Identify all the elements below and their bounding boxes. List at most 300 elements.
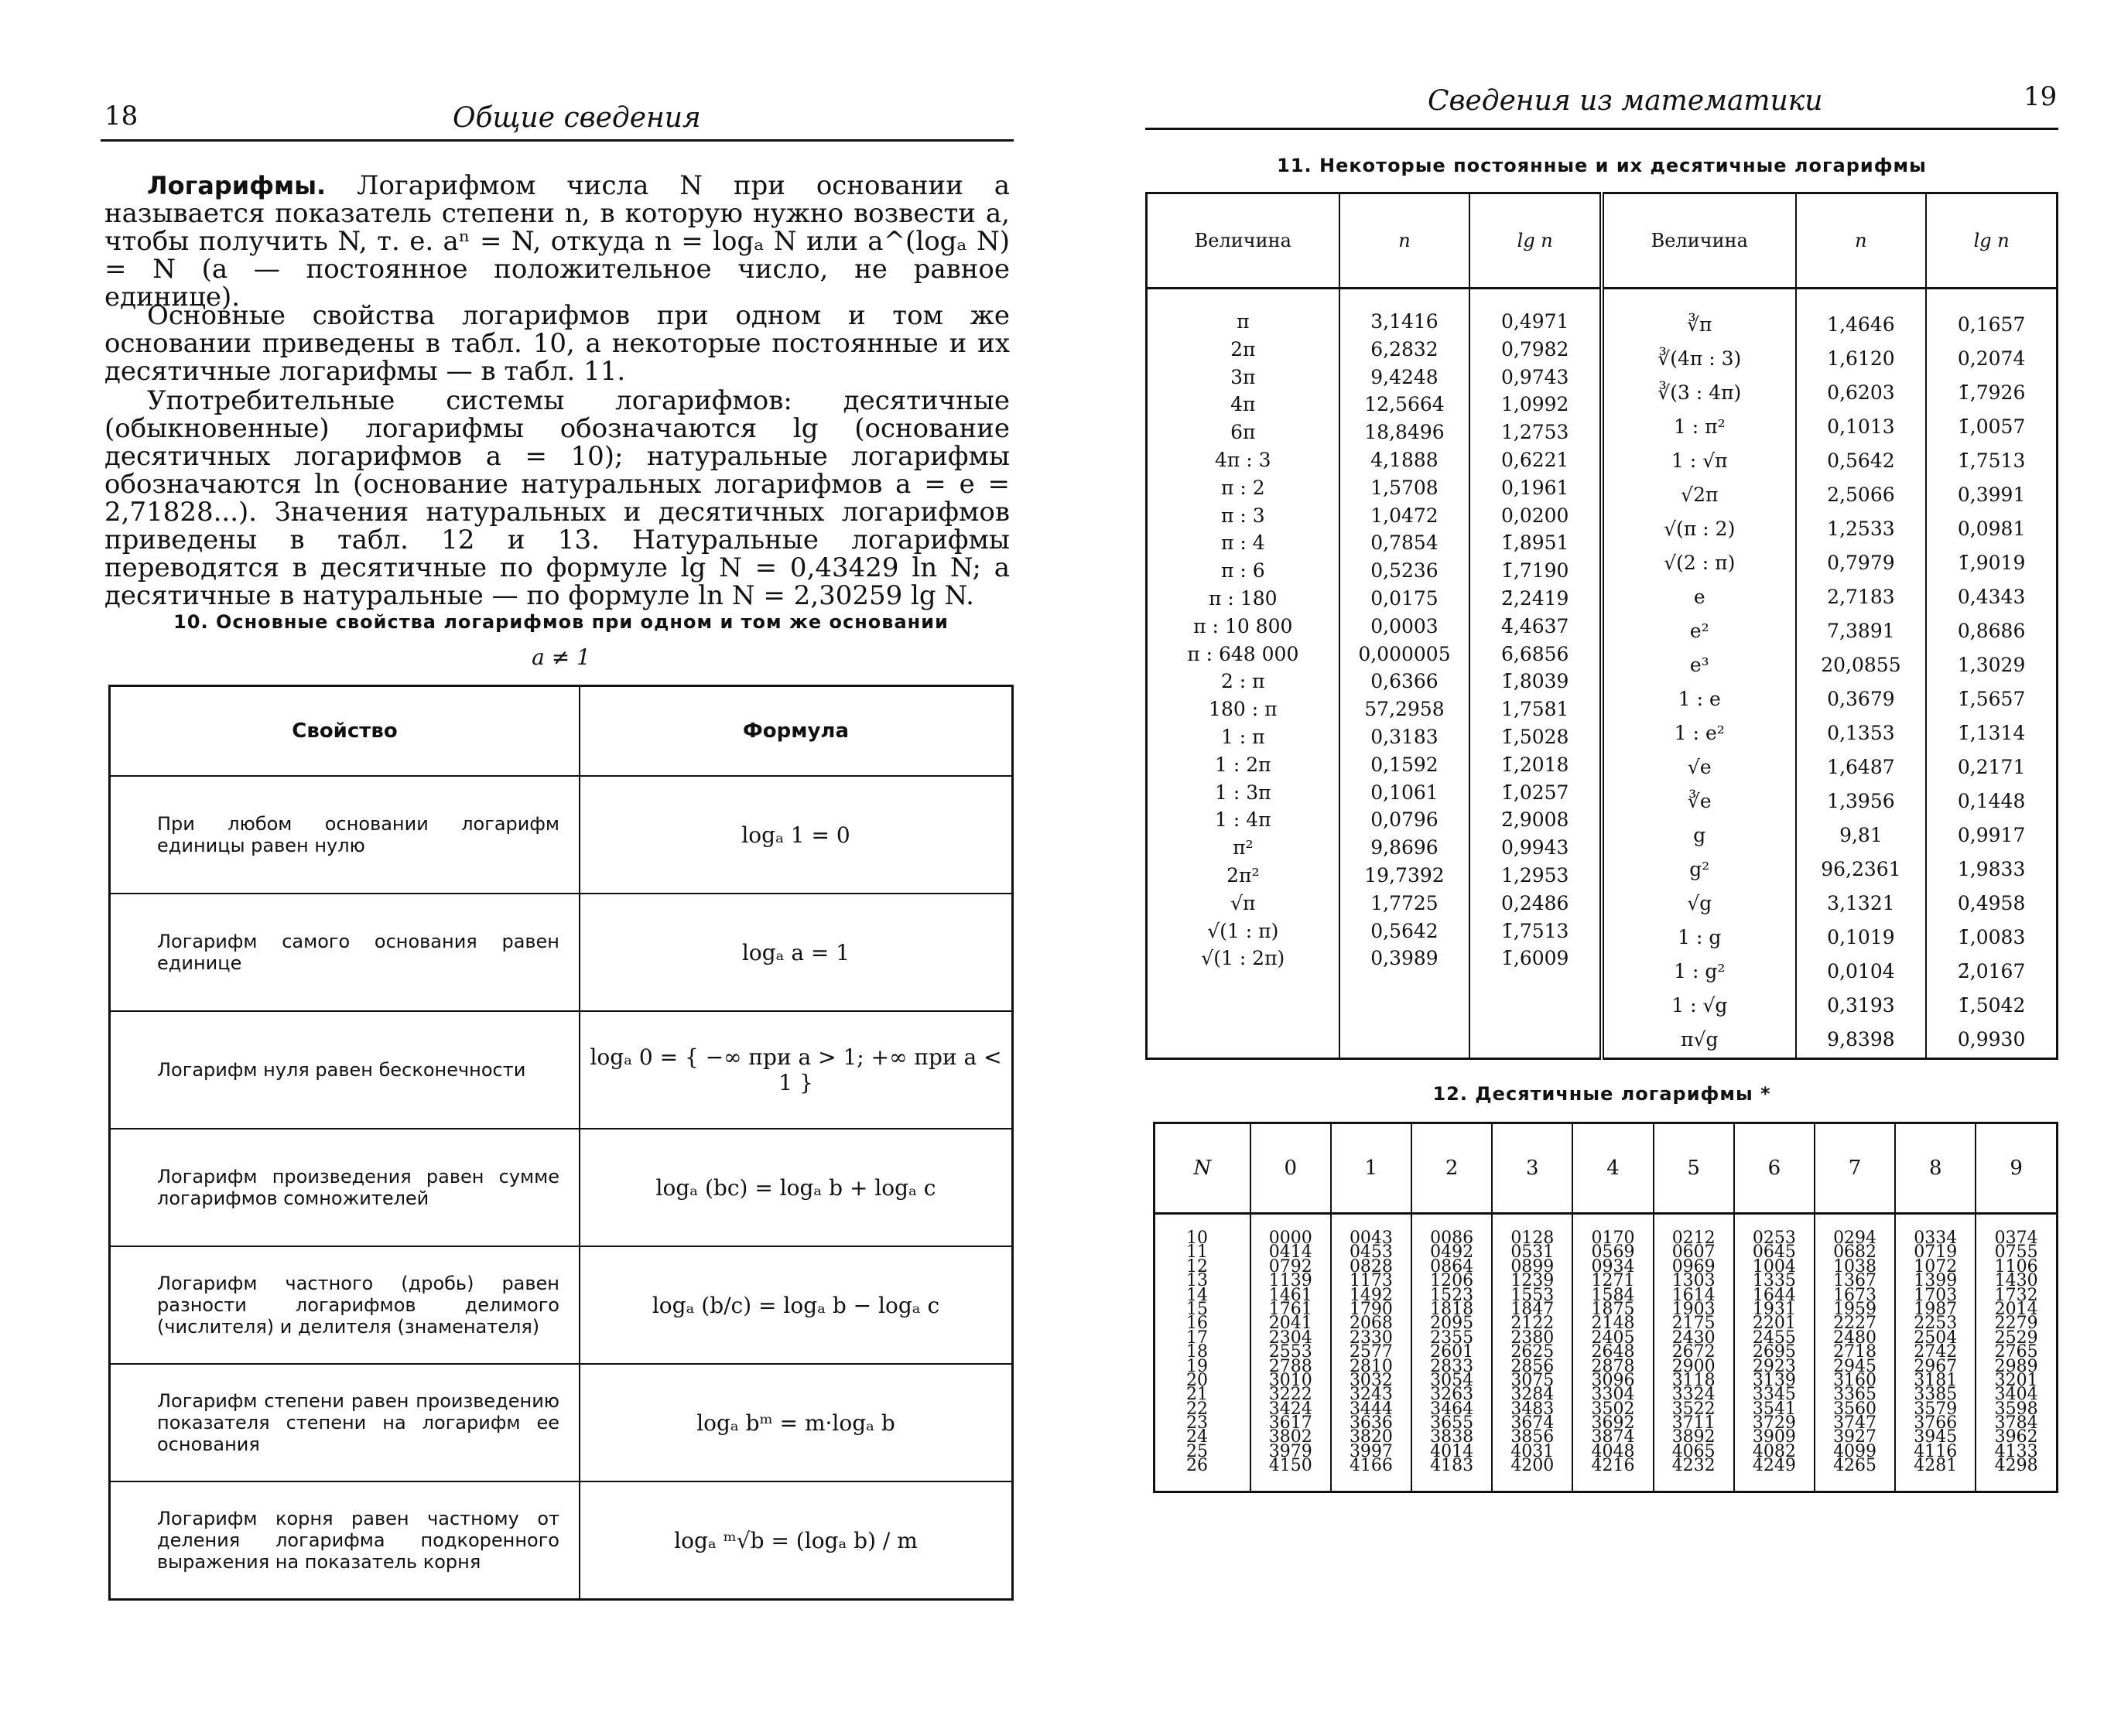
table-cell: 3636 — [1349, 1413, 1393, 1434]
table-cell: 4281 — [1914, 1456, 1958, 1476]
paragraph-logarithms-definition — [104, 172, 1010, 311]
table-cell: 1̄,5657 — [1957, 688, 2026, 710]
table-cell: 1038 — [1833, 1256, 1877, 1276]
table-cell: 1875 — [1591, 1299, 1635, 1319]
table-cell: 1 : 4π — [1215, 808, 1271, 832]
table-cell: 3838 — [1430, 1427, 1474, 1447]
table-cell: 3711 — [1671, 1413, 1716, 1434]
table-cell: 1̄,1314 — [1957, 722, 2026, 744]
table-cell: 4200 — [1510, 1456, 1555, 1476]
column-header-lg-n: lg n — [1469, 193, 1602, 289]
table-cell: 7,3891 — [1827, 620, 1895, 642]
table-cell: 0531 — [1510, 1242, 1555, 1263]
column-header: 5 — [1654, 1123, 1734, 1214]
table-cell: 0,9743 — [1500, 365, 1569, 388]
table-cell: g² — [1689, 858, 1710, 880]
table-cell: 1399 — [1914, 1271, 1958, 1291]
table-cell: 0755 — [1994, 1242, 2038, 1263]
table-cell: 0,0200 — [1500, 504, 1569, 527]
table-cell: 0,6366 — [1370, 670, 1439, 693]
table-cell: 2 : π — [1220, 670, 1265, 693]
table-cell: 3927 — [1833, 1427, 1877, 1447]
column-header: 7 — [1815, 1123, 1895, 1214]
table-cell: 0,1592 — [1370, 753, 1439, 776]
table-cell: 2,5066 — [1827, 484, 1895, 506]
table-cell: ∛(4π : 3) — [1657, 347, 1742, 370]
table-cell: 0,6203 — [1827, 381, 1895, 404]
table-cell: 4133 — [1994, 1441, 2038, 1461]
table-cell: 0,2074 — [1957, 347, 2026, 370]
table-header-row — [1155, 1123, 2058, 1214]
table-cell: 3909 — [1752, 1427, 1796, 1447]
table-cell: 2695 — [1752, 1342, 1796, 1362]
table-column — [1155, 1214, 1250, 1492]
table10-body — [110, 776, 1013, 1600]
table-cell: 1,2533 — [1827, 518, 1895, 540]
table-column — [1572, 1214, 1653, 1492]
table-cell: 1614 — [1671, 1285, 1716, 1305]
table-cell: 2810 — [1349, 1356, 1393, 1376]
table-cell: 2833 — [1430, 1356, 1474, 1376]
table-column — [1815, 1214, 1895, 1492]
table-cell: 0,0796 — [1370, 808, 1439, 832]
table-cell: π : 3 — [1220, 504, 1265, 527]
table-cell: 1,7725 — [1370, 891, 1439, 914]
running-head: Общие сведения — [453, 102, 701, 134]
table10-subcaption: a ≠ 1 — [532, 644, 590, 670]
table-cell: 4̄,4637 — [1500, 614, 1569, 637]
table-cell: 4065 — [1671, 1441, 1716, 1461]
table-cell: 3054 — [1430, 1370, 1474, 1390]
column-header-n: n — [1796, 193, 1927, 289]
table-cell: 0569 — [1591, 1242, 1635, 1263]
table-cell: 0374 — [1994, 1229, 2038, 1248]
left-page — [0, 0, 1060, 1736]
table-cell: 2718 — [1833, 1342, 1877, 1362]
table-cell: 4,1888 — [1370, 448, 1439, 471]
table-cell: 3766 — [1914, 1413, 1958, 1434]
paragraph-text: Употребительные системы логарифмов: десятичные (обыкновенные) логарифмы обозначаются lg (основание десятичных логарифмов a = 10); натуральные логарифмы обозначаются ln (основание натуральных логарифмов a = e = 2,71828...). Значения натуральных и десятичных логарифмов приведены в табл. 12 и 13. Натуральные логарифмы переводятся в десятичные по формуле lg N = 0,43429 ln N; а десятичные в натуральные — по формуле ln N = 2,30259 lg N. — [104, 385, 1010, 611]
table-cell: 1072 — [1914, 1256, 1958, 1276]
table-cell: 1 : √g — [1671, 994, 1728, 1017]
table-cell: 0043 — [1349, 1229, 1393, 1248]
table-cell: 3284 — [1510, 1385, 1555, 1405]
table-cell: 3598 — [1994, 1399, 2038, 1419]
table-cell: 0414 — [1268, 1242, 1312, 1263]
table-cell: 2672 — [1671, 1342, 1716, 1362]
table-cell: 3010 — [1268, 1370, 1312, 1390]
table10 — [108, 685, 1014, 1601]
formula-cell: logₐ (bc) = logₐ b + logₐ c — [580, 1129, 1013, 1246]
table-cell: 2945 — [1833, 1356, 1877, 1376]
table-cell: 0792 — [1268, 1256, 1312, 1276]
table-cell: 1̄,8951 — [1500, 531, 1569, 555]
table-cell: 1̄,7926 — [1957, 381, 2026, 404]
table-cell: 18,8496 — [1364, 421, 1445, 444]
table-cell: e² — [1689, 620, 1709, 642]
table-cell: π : 648 000 — [1187, 642, 1299, 665]
column-header: 0 — [1250, 1123, 1331, 1214]
table-cell: 3404 — [1994, 1385, 2038, 1405]
table-cell: 23 — [1186, 1413, 1208, 1434]
table-cell: π : 6 — [1220, 559, 1265, 583]
table-cell: 0645 — [1752, 1242, 1796, 1263]
table-cell: 1987 — [1914, 1299, 1958, 1319]
table-cell: 1367 — [1833, 1271, 1877, 1291]
table-cell: 1790 — [1349, 1299, 1393, 1319]
table-cell: 2148 — [1591, 1314, 1635, 1334]
table-cell: 3892 — [1671, 1427, 1716, 1447]
table-column — [1895, 1214, 1976, 1492]
table-cell: 1,7581 — [1500, 698, 1569, 721]
table-cell: 3579 — [1914, 1399, 1958, 1419]
table-cell: 1,3029 — [1957, 654, 2026, 676]
table-cell: 1,6487 — [1827, 756, 1895, 778]
formula-cell: logₐ ᵐ√b = (logₐ b) / m — [580, 1481, 1013, 1600]
table-cell: 0,5642 — [1827, 449, 1895, 472]
table-cell: 1430 — [1994, 1271, 2038, 1291]
paragraph-properties-reference — [104, 302, 1010, 385]
table-cell: 0334 — [1914, 1229, 1958, 1248]
table-cell: 2601 — [1430, 1342, 1474, 1362]
table-cell: 1,9833 — [1957, 858, 2026, 880]
table-cell: 2455 — [1752, 1328, 1796, 1348]
table-cell: 3263 — [1430, 1385, 1474, 1405]
table-cell: 3979 — [1268, 1441, 1312, 1461]
table-cell: π — [1237, 310, 1250, 333]
table-cell: 3856 — [1510, 1427, 1555, 1447]
column-header: 1 — [1331, 1123, 1411, 1214]
table-cell: 0607 — [1671, 1242, 1716, 1263]
table-cell: 4150 — [1268, 1456, 1312, 1476]
table-cell: 0,2171 — [1957, 756, 2026, 778]
table12-data-row — [1155, 1214, 2058, 1492]
table-cell: 2355 — [1430, 1328, 1474, 1348]
table-cell: 0,0981 — [1957, 518, 2026, 540]
table-cell: 1818 — [1430, 1299, 1474, 1319]
table-cell: 4π — [1230, 393, 1256, 416]
table-cell: 0492 — [1430, 1242, 1474, 1263]
table-cell: 0000 — [1268, 1229, 1312, 1248]
table-cell: 4232 — [1671, 1456, 1716, 1476]
table-cell: 0,7979 — [1827, 552, 1895, 574]
property-cell: Логарифм степени равен произведению показателя степени на логарифм ее основания — [110, 1364, 580, 1481]
table-cell: 19,7392 — [1364, 863, 1445, 887]
table-cell: 0,1019 — [1827, 926, 1895, 948]
table-cell: 6,2832 — [1370, 337, 1439, 361]
table-cell: 57,2958 — [1364, 698, 1445, 721]
table-cell: 1303 — [1671, 1271, 1716, 1291]
table-cell: 1761 — [1268, 1299, 1312, 1319]
table-cell: 1̄,2018 — [1500, 753, 1569, 776]
table-column — [1734, 1214, 1815, 1492]
table-row — [110, 1246, 1013, 1364]
table-cell: 0,9930 — [1957, 1028, 2026, 1051]
table-cell: 1̄,5028 — [1500, 725, 1569, 748]
table-header-row — [1147, 193, 2058, 289]
table-cell: √π — [1230, 891, 1256, 914]
table-cell: 2̄,0167 — [1957, 960, 2026, 982]
table-cell: 1̄,0057 — [1957, 415, 2026, 438]
table-cell: 2900 — [1671, 1356, 1716, 1376]
table-cell: 2625 — [1510, 1342, 1555, 1362]
table-cell: 0,7982 — [1500, 337, 1569, 361]
table-cell: 4183 — [1430, 1456, 1474, 1476]
table-cell: 1,3956 — [1827, 790, 1895, 812]
table-cell: 9,4248 — [1370, 365, 1439, 388]
table-cell: 1̄,6009 — [1500, 947, 1569, 970]
table-cell: 0,8686 — [1957, 620, 2026, 642]
table-cell: 0294 — [1833, 1229, 1877, 1248]
left-logs-column — [1469, 289, 1602, 1059]
table-cell: 1 : 2π — [1215, 753, 1271, 776]
table-cell: 1 : √π — [1671, 449, 1728, 472]
table-cell: 1903 — [1671, 1299, 1716, 1319]
table-cell: π : 2 — [1220, 476, 1265, 499]
paragraph-text: Логарифмом числа N при основании a называется показатель степени n, в которую нужно возвести a, чтобы получить N, т. е. aⁿ = N, откуда n = logₐ N или a^(logₐ N) = N (a — постоянное положительное число, не равное единице). — [104, 170, 1011, 313]
table-cell: 3945 — [1914, 1427, 1958, 1447]
table-cell: 1,2953 — [1500, 863, 1569, 887]
table-cell: 4166 — [1349, 1456, 1393, 1476]
table-row — [110, 776, 1013, 894]
right-logs-column — [1926, 289, 2057, 1059]
table-cell: 1732 — [1994, 1285, 2038, 1305]
table-cell: 21 — [1186, 1385, 1208, 1405]
table-cell: 0,4958 — [1957, 892, 2026, 914]
table-cell: 96,2361 — [1821, 858, 1901, 880]
table-cell: 3674 — [1510, 1413, 1555, 1434]
table-cell: 1847 — [1510, 1299, 1555, 1319]
table-cell: 12,5664 — [1364, 393, 1445, 416]
table-cell: 2553 — [1268, 1342, 1312, 1362]
table-cell: 1̄,0257 — [1500, 781, 1569, 804]
table-cell: 3385 — [1914, 1385, 1958, 1405]
table-cell: 1,5708 — [1370, 476, 1439, 499]
table-cell: 1 : g² — [1674, 960, 1726, 982]
table-cell: 1492 — [1349, 1285, 1393, 1305]
table-cell: 2330 — [1349, 1328, 1393, 1348]
paragraph-lead: Логарифмы. — [147, 171, 327, 200]
table-cell: e — [1693, 586, 1705, 608]
table-cell: 1271 — [1591, 1271, 1635, 1291]
table-cell: 0,1061 — [1370, 781, 1439, 804]
table-cell: 2529 — [1994, 1328, 2038, 1348]
table-cell: 14 — [1186, 1285, 1208, 1305]
table-cell: 3π — [1230, 365, 1256, 388]
column-header-lg-n: lg n — [1926, 193, 2057, 289]
table-cell: 2014 — [1994, 1299, 2038, 1319]
table-cell: 2430 — [1671, 1328, 1716, 1348]
table-cell: 0682 — [1833, 1242, 1877, 1263]
table-cell: 2923 — [1752, 1356, 1796, 1376]
table-cell: 0,4971 — [1500, 310, 1569, 333]
header-rule — [101, 139, 1014, 142]
table-column — [1492, 1214, 1572, 1492]
table-cell: 2̄,9008 — [1500, 808, 1569, 832]
column-header: 6 — [1734, 1123, 1815, 1214]
table-cell: ∛e — [1687, 790, 1712, 812]
table-cell: 1523 — [1430, 1285, 1474, 1305]
table-cell: 1106 — [1994, 1256, 2038, 1276]
table-cell: 1̄,8039 — [1500, 670, 1569, 693]
table-cell: 0,1448 — [1957, 790, 2026, 812]
table-cell: 26 — [1186, 1456, 1208, 1476]
table-cell: 0969 — [1671, 1256, 1716, 1276]
table-row — [110, 1364, 1013, 1481]
table-cell: 1673 — [1833, 1285, 1877, 1305]
table-cell: 6̄,6856 — [1500, 642, 1569, 665]
table-cell: ∛(3 : 4π) — [1657, 381, 1742, 404]
table-cell: 2480 — [1833, 1328, 1877, 1348]
table-cell: 0,1657 — [1957, 313, 2026, 336]
table-column — [1411, 1214, 1492, 1492]
table-cell: 9,8398 — [1827, 1028, 1895, 1051]
table-cell: π : 10 800 — [1193, 614, 1293, 637]
table-cell: 3118 — [1671, 1370, 1716, 1390]
table-cell: 4048 — [1591, 1441, 1635, 1461]
table-cell: π² — [1233, 836, 1254, 859]
table-cell: 3655 — [1430, 1413, 1474, 1434]
table-cell: 0,1961 — [1500, 476, 1569, 499]
table-cell: 2175 — [1671, 1314, 1716, 1334]
table12 — [1153, 1122, 2058, 1493]
table-cell: 3243 — [1349, 1385, 1393, 1405]
table-cell: 1335 — [1752, 1271, 1796, 1291]
table-cell: 3,1321 — [1827, 892, 1895, 914]
table-cell: 4014 — [1430, 1441, 1474, 1461]
table-cell: 4031 — [1510, 1441, 1555, 1461]
table-cell: 1239 — [1510, 1271, 1555, 1291]
table-cell: 9,81 — [1839, 824, 1883, 846]
column-header: 2 — [1411, 1123, 1492, 1214]
table-cell: 4π : 3 — [1215, 448, 1271, 471]
table-cell: 3032 — [1349, 1370, 1393, 1390]
table-cell: 22 — [1186, 1399, 1208, 1419]
table-cell: 3784 — [1994, 1413, 2038, 1434]
table-cell: 0170 — [1591, 1229, 1635, 1248]
table-cell: 3541 — [1752, 1399, 1796, 1419]
table-cell: 1,0472 — [1370, 504, 1439, 527]
table-cell: 1̄,5042 — [1957, 994, 2026, 1017]
table-cell: 2304 — [1268, 1328, 1312, 1348]
table-cell: 0,0104 — [1827, 960, 1895, 982]
table-cell: 2,7183 — [1827, 586, 1895, 608]
table-cell: 4116 — [1914, 1441, 1958, 1461]
table-cell: 1 : e — [1678, 688, 1721, 710]
table-cell: 2201 — [1752, 1314, 1796, 1334]
table-cell: 13 — [1186, 1271, 1208, 1291]
table-cell: 0,5642 — [1370, 919, 1439, 942]
table-cell: 0,1353 — [1827, 722, 1895, 744]
table-cell: ∛π — [1687, 313, 1712, 336]
table-cell: 3874 — [1591, 1427, 1635, 1447]
table-cell: 3502 — [1591, 1399, 1635, 1419]
table-cell: 0,3183 — [1370, 725, 1439, 748]
table-cell: 1 : g — [1678, 926, 1722, 948]
table-cell: 10 — [1186, 1229, 1208, 1248]
table-cell: e³ — [1689, 654, 1709, 676]
table-cell: 2648 — [1591, 1342, 1635, 1362]
table-row — [110, 1129, 1013, 1246]
table-column — [1976, 1214, 2057, 1492]
table-cell: 9,8696 — [1370, 836, 1439, 859]
table-cell: 0,7854 — [1370, 531, 1439, 555]
table-cell: 3560 — [1833, 1399, 1877, 1419]
property-cell: Логарифм корня равен частному от деления логарифма подкоренного выражения на показатель корня — [110, 1481, 580, 1600]
table-cell: 6π — [1230, 421, 1256, 444]
page-number: 19 — [2024, 81, 2058, 112]
table-cell: √(1 : 2π) — [1201, 947, 1285, 970]
table-cell: 4298 — [1994, 1456, 2038, 1476]
table-cell: π : 180 — [1209, 586, 1278, 610]
formula-cell: logₐ a = 1 — [580, 894, 1013, 1011]
column-header-formula: Формула — [580, 686, 1013, 777]
table-cell: π : 4 — [1220, 531, 1265, 555]
table-cell: 0,9917 — [1957, 824, 2026, 846]
table-cell: 20 — [1186, 1370, 1208, 1390]
table-cell: 2742 — [1914, 1342, 1958, 1362]
table-cell: 2380 — [1510, 1328, 1555, 1348]
table-cell: 3365 — [1833, 1385, 1877, 1405]
table-cell: 0719 — [1914, 1242, 1958, 1263]
table-cell: 1004 — [1752, 1256, 1796, 1276]
table-cell: 2122 — [1510, 1314, 1555, 1334]
table-cell: 0864 — [1430, 1256, 1474, 1276]
table-cell: 0,4343 — [1957, 586, 2026, 608]
table-cell: 1206 — [1430, 1271, 1474, 1291]
formula-cell: logₐ 1 = 0 — [580, 776, 1013, 894]
table-cell: 3747 — [1833, 1413, 1877, 1434]
table-cell: 16 — [1186, 1314, 1208, 1334]
table-cell: 2068 — [1349, 1314, 1393, 1334]
table-cell: 1 : e² — [1674, 722, 1725, 744]
table-cell: 0128 — [1510, 1229, 1555, 1248]
table11 — [1145, 192, 2058, 1060]
left-values-column — [1339, 289, 1470, 1059]
table-cell: 0,000005 — [1358, 642, 1451, 665]
table-cell: 0,9943 — [1500, 836, 1569, 859]
table-cell: 3820 — [1349, 1427, 1393, 1447]
table-cell: 1̄,9019 — [1957, 552, 2026, 574]
property-cell: Логарифм частного (дробь) равен разности логарифмов делимого (числителя) и делителя (знаменателя) — [110, 1246, 580, 1364]
table-column — [1250, 1214, 1331, 1492]
table-cell: 1139 — [1268, 1271, 1312, 1291]
table-cell: 2227 — [1833, 1314, 1877, 1334]
table-cell: √(1 : π) — [1207, 919, 1279, 942]
table-cell: 0212 — [1671, 1229, 1716, 1248]
table-cell: 2405 — [1591, 1328, 1635, 1348]
table-cell: 1̄,7513 — [1500, 919, 1569, 942]
table-cell: 17 — [1186, 1328, 1208, 1348]
table-cell: 1553 — [1510, 1285, 1555, 1305]
column-header: N — [1155, 1123, 1250, 1214]
column-header-n: n — [1339, 193, 1470, 289]
table-cell: 4216 — [1591, 1456, 1635, 1476]
table-cell: 3181 — [1914, 1370, 1958, 1390]
table-cell: 1̄,7513 — [1957, 449, 2026, 472]
table-row — [110, 894, 1013, 1011]
table-cell: 1,2753 — [1500, 421, 1569, 444]
table-cell: 24 — [1186, 1427, 1208, 1447]
table-cell: 2504 — [1914, 1328, 1958, 1348]
table-cell: √e — [1687, 756, 1712, 778]
table-cell: 0,3989 — [1370, 947, 1439, 970]
table-cell: 180 : π — [1209, 698, 1278, 721]
table-cell: 0,0003 — [1370, 614, 1439, 637]
table-cell: 3139 — [1752, 1370, 1796, 1390]
table-cell: 0,3193 — [1827, 994, 1895, 1017]
table11-caption: 11. Некоторые постоянные и их десятичные логарифмы — [1277, 155, 1927, 176]
